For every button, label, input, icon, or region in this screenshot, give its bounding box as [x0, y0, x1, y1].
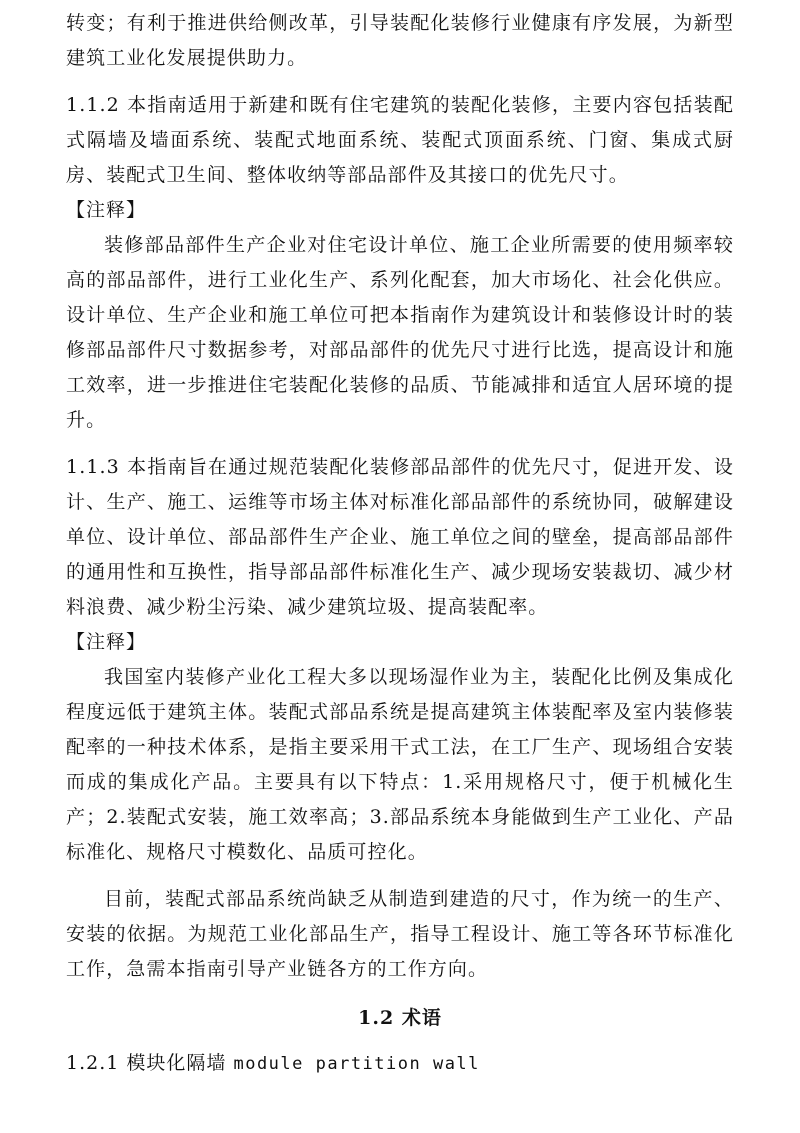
note-label-1: 【注释】 — [66, 199, 147, 221]
note-label-2: 【注释】 — [66, 631, 147, 653]
intro-paragraph: 转变；有利于推进供给侧改革，引导装配化装修行业健康有序发展，为新型建筑工业化发展提供助力。 — [66, 12, 734, 69]
note-paragraph-1: 装修部品部件生产企业对住宅设计单位、施工企业所需要的使用频率较高的部品部件，进行工业化生产、系列化配套，加大市场化、社会化供应。设计单位、生产企业和施工单位可把本指南作为建筑设计和装修设计时的装修部品部件尺寸数据参考，对部品部件的优先尺寸进行比选，提高设计和施工效率，进一步推进住宅装配化装修的品质、节能减排和适宜人居环境的提升。 — [66, 234, 734, 431]
term-english: module partition wall — [233, 1054, 480, 1074]
term-1-2-1 — [66, 1046, 734, 1082]
term-number: 1.2.1 — [66, 1052, 120, 1074]
section-heading-1-2: 1.2 术语 — [358, 1007, 442, 1029]
term-chinese: 模块化隔墙 — [126, 1052, 227, 1074]
clause-1-1-3: 1.1.3 本指南旨在通过规范装配化装修部品部件的优先尺寸，促进开发、设计、生产、施工、运维等市场主体对标准化部品部件的系统协同，破解建设单位、设计单位、部品部件生产企业、施工单位之间的壁垒，提高部品部件的通用性和互换性，指导部品部件标准化生产、减少现场安装裁切、减少材料浪费、减少粉尘污染、减少建筑垃圾、提高装配率。 — [66, 456, 734, 618]
clause-1-1-2: 1.1.2 本指南适用于新建和既有住宅建筑的装配化装修，主要内容包括装配式隔墙及墙面系统、装配式地面系统、装配式顶面系统、门窗、集成式厨房、装配式卫生间、整体收纳等部品部件及其接口的优先尺寸。 — [66, 94, 734, 186]
note-paragraph-2a: 我国室内装修产业化工程大多以现场湿作业为主，装配化比例及集成化程度远低于建筑主体。装配式部品系统是提高建筑主体装配率及室内装修装配率的一种技术体系，是指主要采用干式工法，在工厂生产、现场组合安装而成的集成化产品。主要具有以下特点：1.采用规格尺寸，便于机械化生产；2.装配式安装，施工效率高；3.部品系统本身能做到生产工业化、产品标准化、规格尺寸模数化、品质可控化。 — [66, 666, 734, 863]
note-paragraph-2b: 目前，装配式部品系统尚缺乏从制造到建造的尺寸，作为统一的生产、安装的依据。为规范工业化部品生产，指导工程设计、施工等各环节标准化工作，急需本指南引导产业链各方的工作方向。 — [66, 888, 734, 980]
